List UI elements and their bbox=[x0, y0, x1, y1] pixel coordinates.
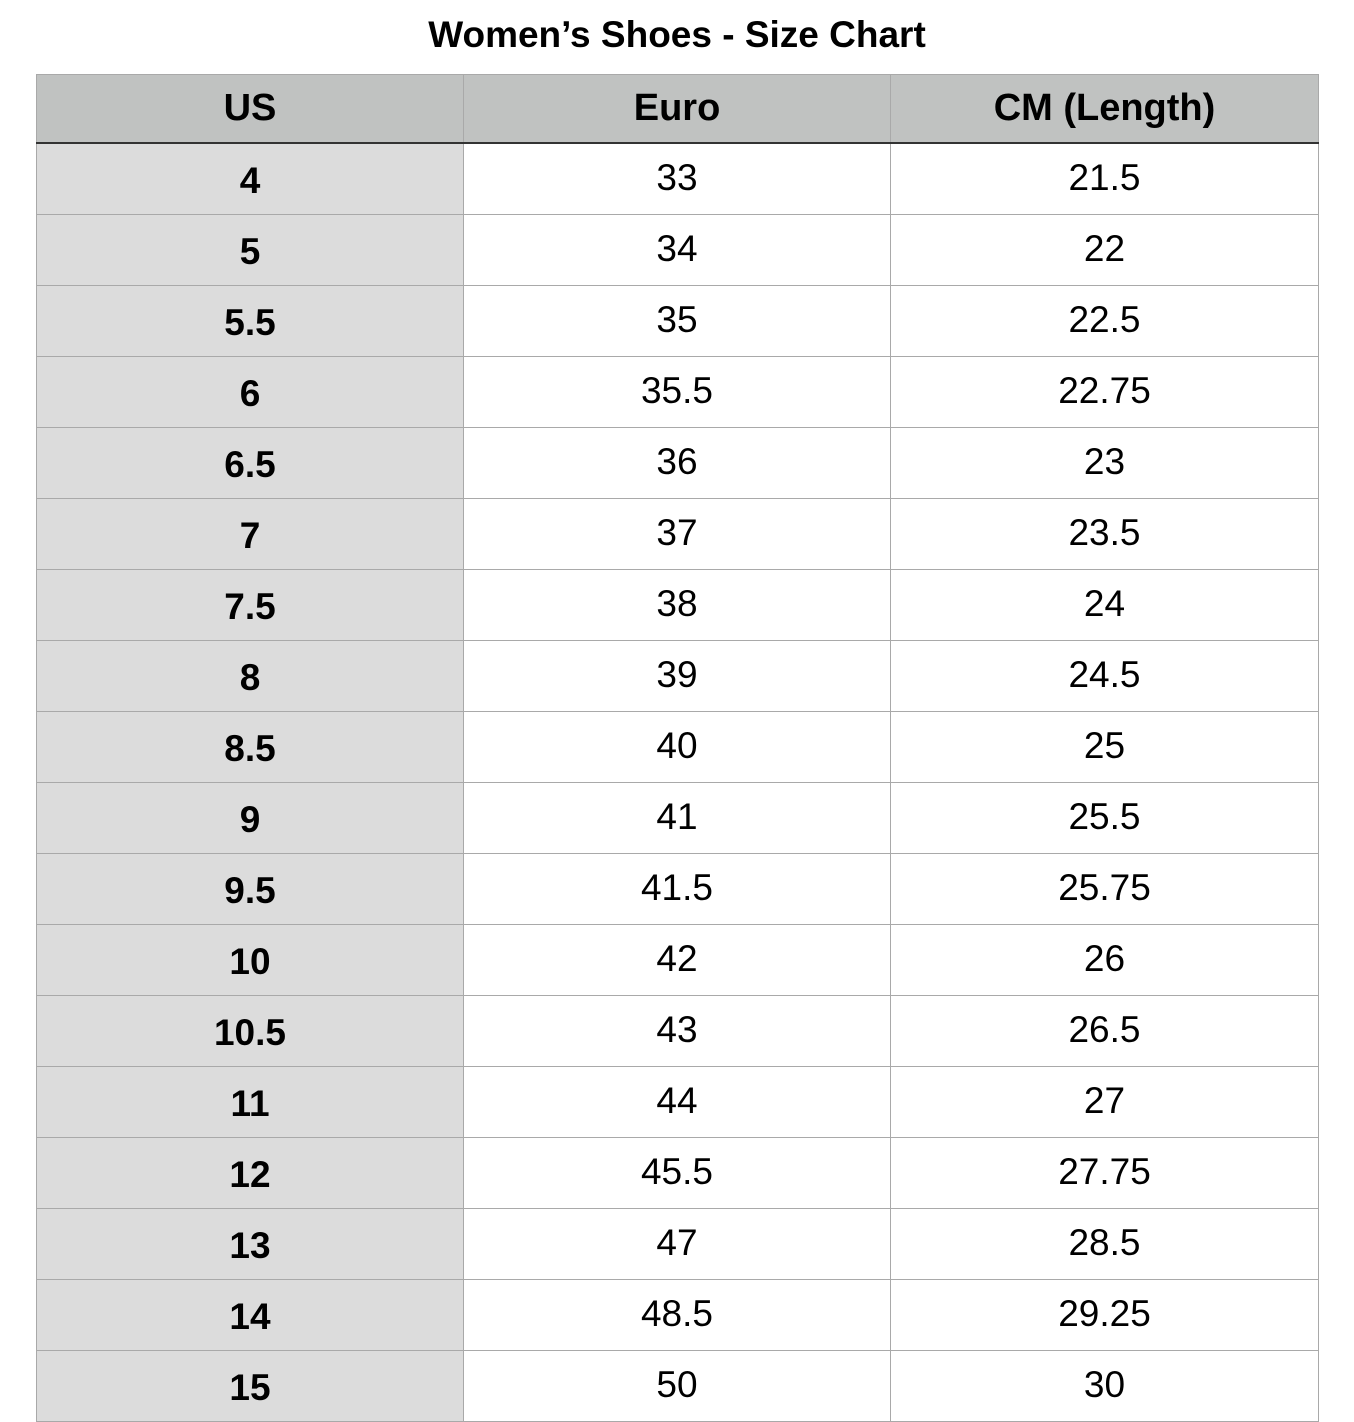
table-row bbox=[37, 1351, 1319, 1422]
us-size-cell: 6.5 bbox=[37, 428, 464, 499]
table-row bbox=[37, 1280, 1319, 1351]
cm-length-cell: 22 bbox=[891, 215, 1319, 286]
cm-length-cell: 30 bbox=[891, 1351, 1319, 1422]
euro-size-cell: 39 bbox=[464, 641, 891, 712]
table-row bbox=[37, 499, 1319, 570]
table-body bbox=[37, 143, 1319, 1422]
cm-length-cell: 26.5 bbox=[891, 996, 1319, 1067]
cm-length-cell: 25 bbox=[891, 712, 1319, 783]
table-row bbox=[37, 143, 1319, 215]
euro-size-cell: 34 bbox=[464, 215, 891, 286]
cm-length-cell: 24 bbox=[891, 570, 1319, 641]
table-row bbox=[37, 783, 1319, 854]
table-row bbox=[37, 286, 1319, 357]
euro-size-cell: 42 bbox=[464, 925, 891, 996]
cm-length-cell: 23.5 bbox=[891, 499, 1319, 570]
table-row bbox=[37, 925, 1319, 996]
cm-length-cell: 26 bbox=[891, 925, 1319, 996]
euro-size-cell: 37 bbox=[464, 499, 891, 570]
table-row bbox=[37, 996, 1319, 1067]
table-row bbox=[37, 215, 1319, 286]
table-row bbox=[37, 1209, 1319, 1280]
cm-length-cell: 25.5 bbox=[891, 783, 1319, 854]
table-row bbox=[37, 357, 1319, 428]
cm-length-cell: 22.75 bbox=[891, 357, 1319, 428]
euro-size-cell: 47 bbox=[464, 1209, 891, 1280]
table-header-row bbox=[37, 75, 1319, 144]
us-size-cell: 15 bbox=[37, 1351, 464, 1422]
cm-length-cell: 22.5 bbox=[891, 286, 1319, 357]
euro-size-cell: 41.5 bbox=[464, 854, 891, 925]
table-row bbox=[37, 712, 1319, 783]
euro-size-cell: 45.5 bbox=[464, 1138, 891, 1209]
table-row bbox=[37, 1067, 1319, 1138]
us-size-cell: 6 bbox=[37, 357, 464, 428]
cm-length-cell: 24.5 bbox=[891, 641, 1319, 712]
cm-length-cell: 29.25 bbox=[891, 1280, 1319, 1351]
us-size-cell: 10.5 bbox=[37, 996, 464, 1067]
column-header-euro: Euro bbox=[464, 75, 891, 144]
table-row bbox=[37, 428, 1319, 499]
cm-length-cell: 27.75 bbox=[891, 1138, 1319, 1209]
cm-length-cell: 25.75 bbox=[891, 854, 1319, 925]
us-size-cell: 10 bbox=[37, 925, 464, 996]
column-header-cm-length: CM (Length) bbox=[891, 75, 1319, 144]
cm-length-cell: 21.5 bbox=[891, 143, 1319, 215]
euro-size-cell: 41 bbox=[464, 783, 891, 854]
table-row bbox=[37, 641, 1319, 712]
euro-size-cell: 33 bbox=[464, 143, 891, 215]
cm-length-cell: 23 bbox=[891, 428, 1319, 499]
cm-length-cell: 28.5 bbox=[891, 1209, 1319, 1280]
euro-size-cell: 48.5 bbox=[464, 1280, 891, 1351]
us-size-cell: 5.5 bbox=[37, 286, 464, 357]
euro-size-cell: 43 bbox=[464, 996, 891, 1067]
euro-size-cell: 44 bbox=[464, 1067, 891, 1138]
us-size-cell: 7.5 bbox=[37, 570, 464, 641]
us-size-cell: 13 bbox=[37, 1209, 464, 1280]
us-size-cell: 5 bbox=[37, 215, 464, 286]
euro-size-cell: 35 bbox=[464, 286, 891, 357]
euro-size-cell: 50 bbox=[464, 1351, 891, 1422]
us-size-cell: 12 bbox=[37, 1138, 464, 1209]
euro-size-cell: 40 bbox=[464, 712, 891, 783]
us-size-cell: 14 bbox=[37, 1280, 464, 1351]
table-row bbox=[37, 1138, 1319, 1209]
us-size-cell: 8 bbox=[37, 641, 464, 712]
us-size-cell: 7 bbox=[37, 499, 464, 570]
us-size-cell: 11 bbox=[37, 1067, 464, 1138]
euro-size-cell: 35.5 bbox=[464, 357, 891, 428]
page-title: Women’s Shoes - Size Chart bbox=[428, 14, 926, 55]
table-row bbox=[37, 570, 1319, 641]
cm-length-cell: 27 bbox=[891, 1067, 1319, 1138]
size-chart-table bbox=[36, 74, 1319, 1422]
us-size-cell: 8.5 bbox=[37, 712, 464, 783]
euro-size-cell: 38 bbox=[464, 570, 891, 641]
us-size-cell: 4 bbox=[37, 143, 464, 215]
euro-size-cell: 36 bbox=[464, 428, 891, 499]
us-size-cell: 9.5 bbox=[37, 854, 464, 925]
column-header-us: US bbox=[37, 75, 464, 144]
us-size-cell: 9 bbox=[37, 783, 464, 854]
table-row bbox=[37, 854, 1319, 925]
